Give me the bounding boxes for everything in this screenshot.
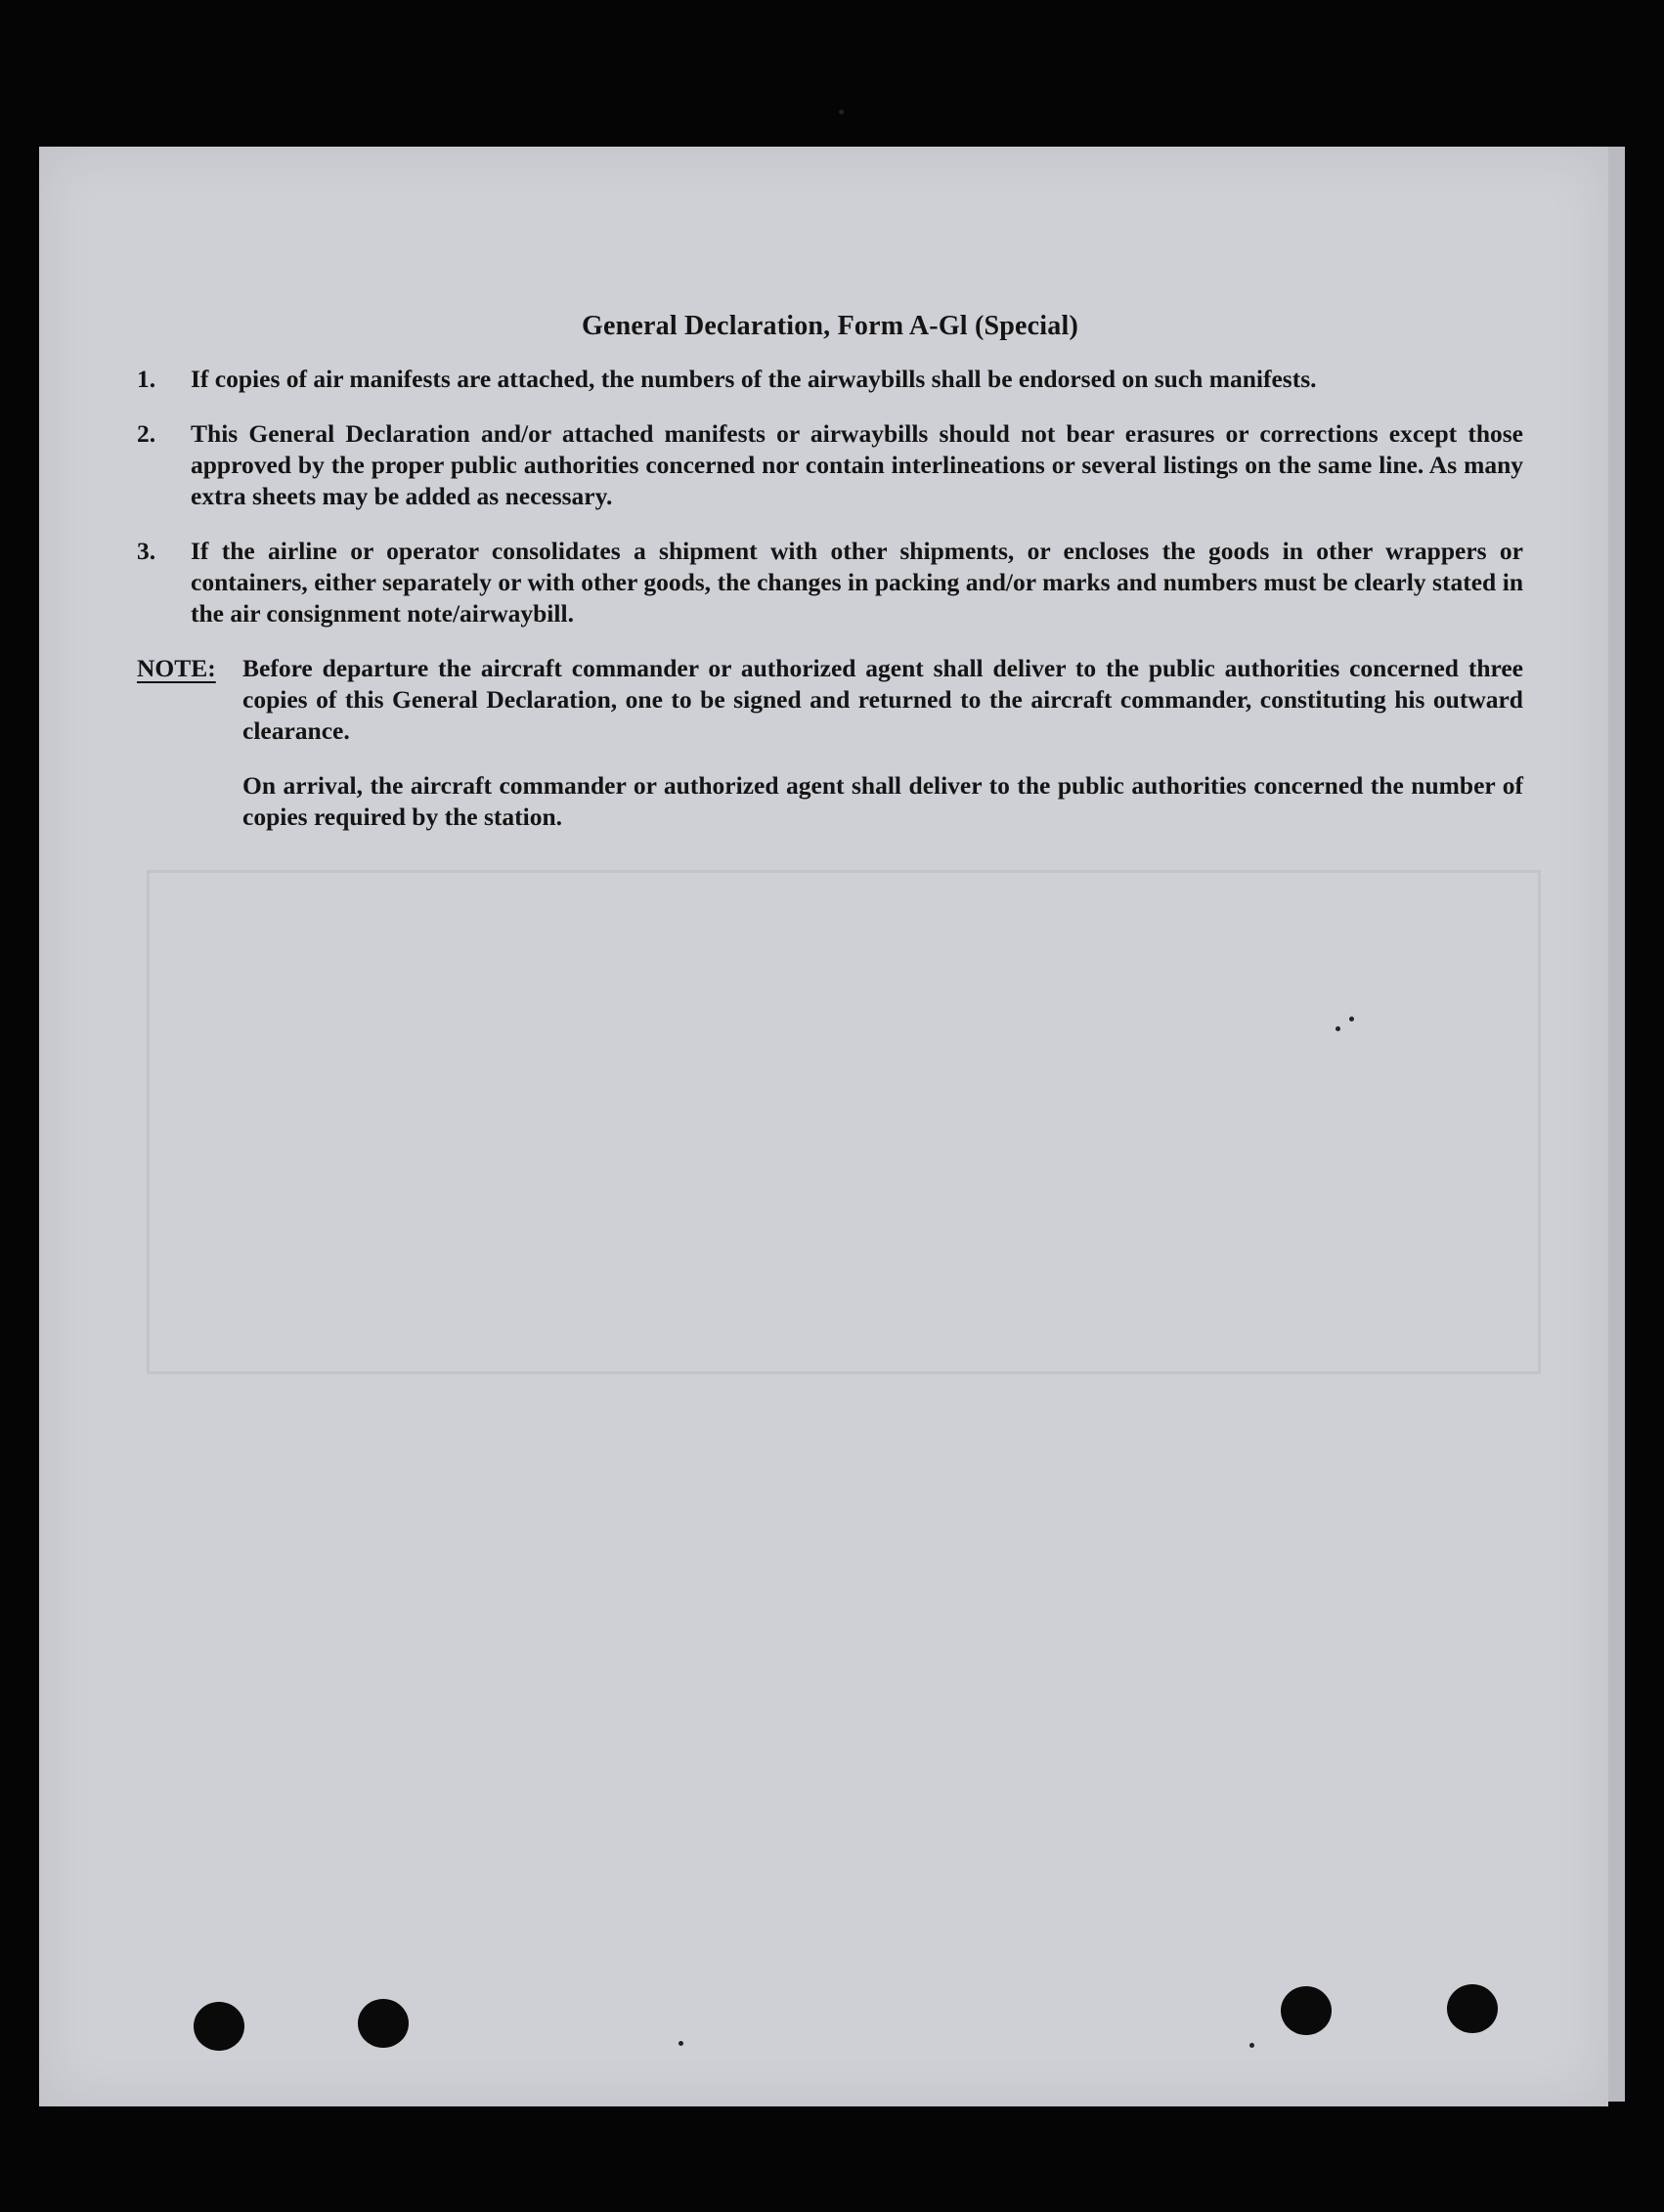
- dust-speck: [1349, 1017, 1354, 1021]
- document-title: General Declaration, Form A-Gl (Special): [582, 311, 1078, 341]
- punch-hole: [194, 2002, 244, 2051]
- item-number: 2.: [137, 419, 156, 448]
- instruction-item-1: [137, 364, 1523, 395]
- dust-speck: [1249, 2043, 1254, 2048]
- item-text: If the airline or operator consolidates a shipment with other shipments, or encloses the goods in other wrappers or containers, either separately or with other goods, the changes in packing and/or marks and numbers must be clearly stated in the air consignment note/airwaybill.: [191, 537, 1523, 628]
- show-through-box: [147, 870, 1541, 1374]
- dust-speck: [1336, 1026, 1340, 1031]
- item-number: 1.: [137, 365, 156, 393]
- item-text: This General Declaration and/or attached manifests or airwaybills should not bear erasures or corrections except those approved by the proper public authorities concerned nor contain interlineations or several listings on the same line. As many extra sheets may be added as necessary.: [191, 419, 1523, 510]
- punch-hole: [358, 1999, 409, 2048]
- note-section: [137, 653, 1523, 856]
- note-label: NOTE:: [137, 654, 216, 682]
- punch-hole: [1281, 1986, 1332, 2035]
- note-paragraph-arrival: On arrival, the aircraft commander or authorized agent shall deliver to the public authorities concerned the number of copies required by the station.: [242, 771, 1523, 831]
- dust-speck: [679, 2041, 683, 2046]
- punch-hole: [1447, 1984, 1498, 2033]
- note-paragraph-departure: Before departure the aircraft commander or authorized agent shall deliver to the public authorities concerned three copies of this General Declaration, one to be signed and returned to the aircraft commander, constituting his outward clearance.: [242, 654, 1523, 745]
- dust-speck: [839, 109, 844, 114]
- item-text: If copies of air manifests are attached, the numbers of the airwaybills shall be endorsed on such manifests.: [191, 365, 1317, 393]
- note-body: [242, 653, 1523, 856]
- declaration-instructions: [137, 311, 1523, 878]
- item-number: 3.: [137, 537, 156, 565]
- instruction-item-3: [137, 536, 1523, 629]
- instruction-item-2: [137, 418, 1523, 512]
